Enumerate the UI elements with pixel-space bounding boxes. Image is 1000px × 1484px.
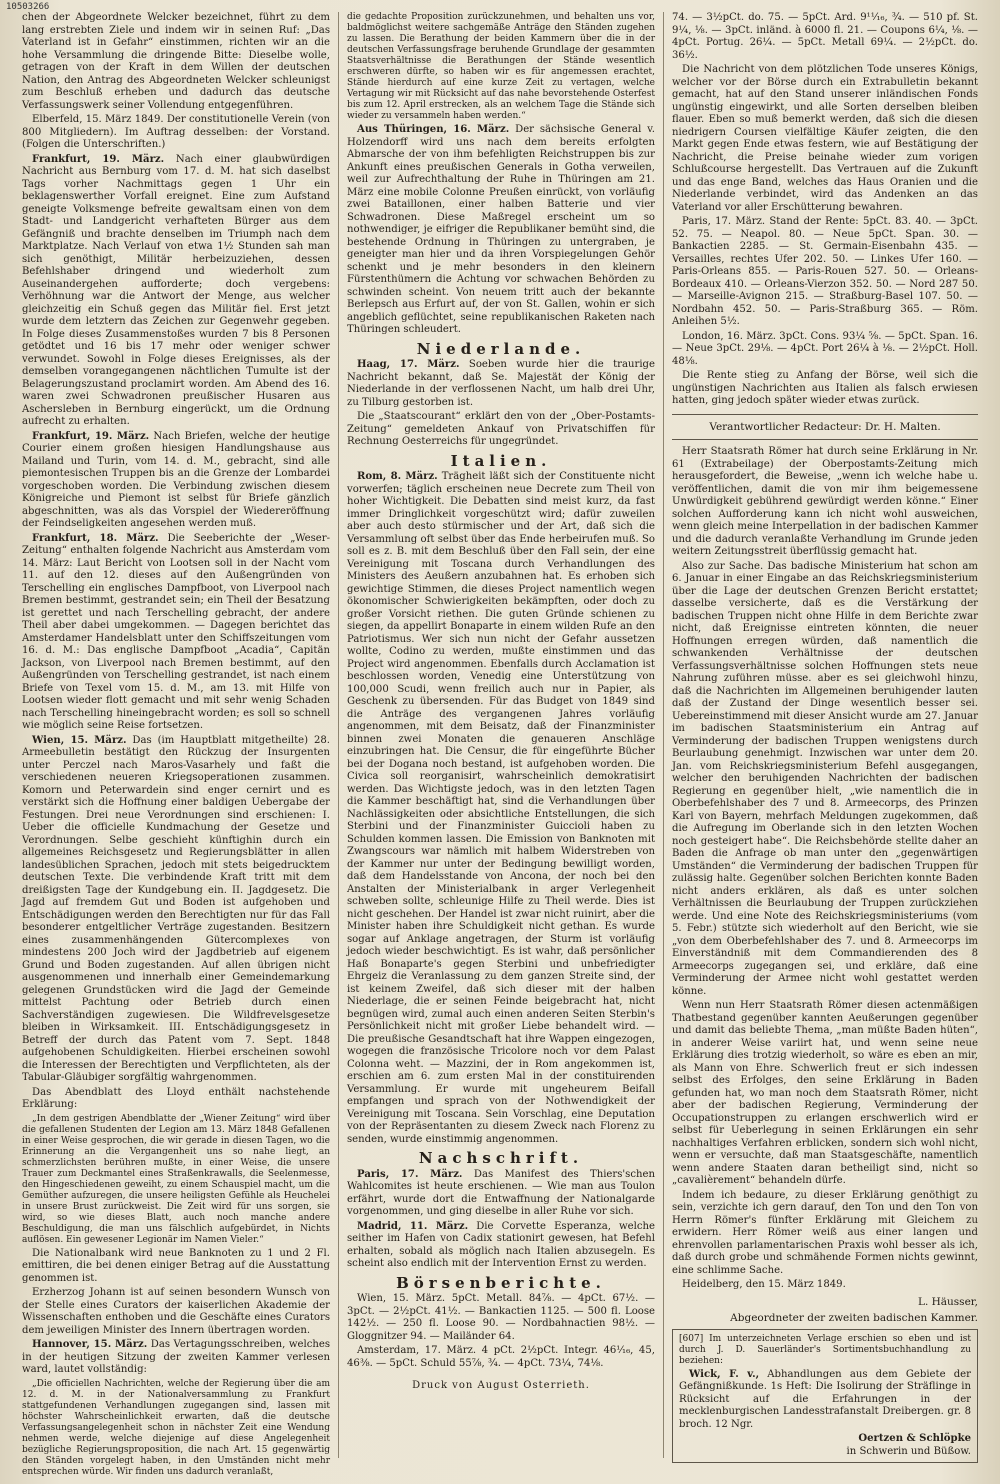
article-hannover [22, 1339, 330, 1377]
article-wien [22, 735, 330, 1085]
ad-number: [607] [679, 1333, 704, 1344]
ad-title: Abhandlungen aus dem Gebiete der Gefängnißkunde. 1s Heft: Die Isolirung der Sträflinge in Rücksicht auf die Erfahrungen in der mecklenburgischen Landesstrafanstalt Dreibergen. gr. 8 broch. 12 Ngr. [679, 1368, 971, 1430]
section-heading-boersenberichte: Börsenberichte. [396, 1273, 606, 1292]
article-text: Die Seeberichte der „Weser-Zeitung“ enthalten folgende Nachricht aus Amsterdam vom 14. März: Laut Bericht von Lootsen soll in der Nacht vom 11. auf den 12. dieses auf den Außengründen von Terschelling ein englisches Dampfboot, von Liverpool nach Bremen bestimmt, gestrandet sein; ein Theil der Besatzung ist gerettet und nach Terschelling gebracht, der andere Theil aber dabei umgekommen. — Dagegen berichtet das Amsterdamer Handelsblatt unter den Schiffszeitungen vom 16. d. M.: Das englische Dampfboot „Acadia“, Capitän Jackson, von Liverpool nach Bremen bestimmt, auf den Außengründen von Terschelling gestrandet, ist nach einem Briefe von Texel vom 15. d. M., am 13. mit Hilfe von Lootsen wieder flott gemacht und mit sehr wenig Schaden nach Terschelling hineingebracht worden; es soll so schnell wie möglich seine Reise fortsetzen. [22, 532, 330, 731]
bourse-report-london: London, 16. März. 3pCt. Cons. 93¼ ⅝. — 5pCt. Span. 16. — Neue 3pCt. 29⅛. — 4pCt. Port 26¼ à ⅛. — 2½pCt. Holl. 48⅛. [672, 330, 978, 367]
article-text: Die Corvette Esperanza, welche seither im Hafen von Cadix stationirt gewesen, hat Befehl erhalten, sobald als möglich nach Italien abzusegeln. Es scheint also endlich mit der Intervention Ernst zu werden. [347, 1220, 655, 1269]
dateline: Madrid, 11. März. [357, 1220, 469, 1232]
divider [672, 439, 978, 440]
ad-book [679, 1369, 971, 1432]
dateline: Hannover, 15. März. [32, 1339, 148, 1350]
article-text: Trägheit läßt sich der Constituente nicht vorwerfen; täglich erscheinen neue Decrete zum Theil von hoher Wichtigkeit. Die Debatten sind meist kurz, da fast immer Dringlichkeit vorgeschützt wird; dafür zuweilen aber auch desto stürmischer und der Art, daß sich die Versammlung oft selbst über das Ende herbeirufen muß. So soll es z. B. mit dem Beschluß über den Fall sein, der eine Vereinigung mit Toscana durch Verhandlungen des Ministers des Aeußern anzubahnen hat. Es erhoben sich gewichtige Stimmen, die dieses Project namentlich wegen ökonomischer Schwierigkeiten bekämpften, oder doch zu großer Vorsicht riethen. Die guten Gründe schienen zu siegen, da appellirt Bonaparte in einem wilden Rufe an den Patriotismus. Wer sich nun nicht der Gefahr aussetzen wollte, Codino zu werden, mußte einstimmen und das Project wird angenommen. Ebenfalls durch Acclamation ist beschlossen worden, Venedig eine Unterstützung von 100,000 Scudi, wenn freilich auch nur in Papier, als Geschenk zu übersenden. Für das Budget von 1849 sind die Anträge des vergangenen Jahres vorläufig angenommen, mit dem Beisatz, daß der Finanzminister binnen zwei Monaten die genaueren Anschläge einzubringen hat. Die Censur, die für eingeführte Bücher bei der Dogana noch bestand, ist aufgehoben worden. Die Civica soll reorganisirt, wahrscheinlich demokratisirt werden. Das Wichtigste jedoch, was in den letzten Tagen die Kammer beschäftigt hat, sind die Verhandlungen über Nachlässigkeiten oder absichtliche Entstellungen, die sich Sterbini und der Finanzminister Guiccioli haben zu Schulden kommen lassen. Die Emission von Banknoten mit Zwangscours war nämlich mit halbem Widerstreben von der Kammer nur unter der Bedingung bewilligt worden, daß dem Handelsstande von Ancona, der noch bei den Anstalten der Ministerialbank in arger Verlegenheit schweben sollte, schleunige Hilfe zu Theil werde. Dies ist nicht geschehen. Der Handel ist zwar nicht ruinirt, aber die Minister haben ihre Schuldigkeit nicht gethan. Es wurde sogar auf Anklage angetragen, der Sturm ist vorläufig jedoch wieder beschwichtigt. Es ist wahr, daß persönlicher Haß Bonaparte's gegen Sterbini und unbefriedigter Ehrgeiz die Veranlassung zu dem ganzen Streite sind, der ist keinem Zweifel, daß sich dieser mit der halben Niederlage, die er seinen Feinde beigebracht hat, nicht begnügen wird, zumal auch einen anderen Seiten Sterbin's Persönlichkeit nicht mit großer Liebe behandelt wird. — Die preußische Gesandtschaft hat ihre Wappen eingezogen, wogegen die französische Tricolore noch vor dem Palast Colonna weht. — Mazzini, der in Rom angekommen ist, erschien am 6. zum ersten Mal in der constituirenden Versammlung. Er wurde mit ungeheurem Beifall empfangen und sprach von der Nothwendigkeit der Vereinigung mit Toscana. Sein Vorschlag, eine Deputation von der Repräsentanten zu diesem Zweck nach Florenz zu senden, wurde einstimmig angenommen. [347, 471, 655, 1145]
article-text: Das Abendblatt des Lloyd enthält nachstehende Erklärung: [22, 1086, 330, 1110]
bourse-report-wien: Wien, 15. März. 5pCt. Metall. 84⅞. — 4pCt. 67½. — 3pCt. — 2½pCt. 41½. — Bankactien 1125. — 500 fl. Loose 142½. — 250 fl. Loose 90. — Nordbahnactien 98½. — Gloggnitzer 94. — Mailänder 64. [347, 1293, 655, 1342]
article-frankfurt-2 [22, 431, 330, 531]
column-3 [664, 12, 986, 1458]
dateline: Haag, 17. März. [357, 359, 460, 370]
ad-publisher: Oertzen & Schlöpke [858, 1433, 971, 1444]
article-text: Das (im Hauptblatt mitgetheilte) 28. Armeebulletin bestätigt den Rückzug der Insurgenten unter Perczel nach Maros-Vasarhely und faßt die verschiedenen neueren Kriegsoperationen zusammen. Komorn und Peterwardein sind enger cernirt und es verstärkt sich die Hoffnung einer baldigen Uebergabe der Festungen. Drei neue Verordnungen sind erschienen: I. Ueber die officielle Kundmachung der Gesetze und Verordnungen. Selbe geschieht künftighin durch ein allgemeines Reichsgesetz und Regierungsblätter in allen landesüblichen Sprachen, jedoch mit stets beigedrucktem deutschen Texte. Die verbindende Kraft tritt mit dem dreißigsten Tage der Kundgebung ein. II. Jagdgesetz. Die Jagd auf fremdem Gut und Boden ist aufgehoben und Entschädigungen werden den Berechtigten nur für das Fall besonderer entgeltlicher Verträge zugestanden. Besitzern eines zusammenhängenden Gütercomplexes von mindestens 200 Joch wird der Jagdbetrieb auf eigenem Grund und Boden zugestanden. Auf allen übrigen nicht ausgenommenen und innerhalb einer Gemeindemarkung gelegenen Grundstücken wird die Jagd der Gemeinde mittelst Pachtung oder Betrieb durch einen Sachverständigen zugewiesen. Die Wildfrevelsgesetze bleiben in Wirksamkeit. III. Entschädigungsgesetz in Betreff der durch das Patent vom 7. Sept. 1848 aufgehobenen Schuldigkeiten. Hierbei erscheinen sowohl die Interessen der Berechtigten und Verpflichteten, als der Tabular-Gläubiger sorgfältig wahrgenommen. [22, 734, 330, 1083]
article-text: Der sächsische General v. Holzendorff wird uns nach dem bereits erfolgten Abmarsche der von ihm befehligten Reichstruppen bis zur Ankunft eines preußischen Generals in Gotha verweilen, weil zur Aufrechthaltung der Ruhe in Thüringen am 21. März eine mobile Colonne Preußen einrückt, von vorläufig zwei Bataillonen, einer halben Batterie und vier Schwadronen. Diese Maßregel erscheint um so nothwendiger, je eifriger die Republikaner bemüht sind, die bestehende Ordnung in Thüringen zu untergraben, je geneigter man hier und da ihren Vorspiegelungen Gehör schenkt und je mehr besonders in den kleinern Fürstenthümern die Achtung vor schwachen Behörden zu schwinden scheint. Von neuem tritt auch der bekannte Berlepsch aus Erfurt auf, der von St. Gallen, wohin er sich angeblich geflüchtet, seine republikanischen Raketen nach Thüringen schleudert. [347, 124, 655, 335]
article-text: Die „Staatscourant“ erklärt den von der „Ober-Postamts-Zeitung“ gemeldeten Ankauf von Privatschiffen für Rechnung Oesterreichs für ungegründet. [347, 411, 655, 447]
dateline: Aus Thüringen, 16. März. [357, 124, 510, 135]
article-frankfurt-3 [22, 533, 330, 733]
article-text: Das Vertagungsschreiben, welches in der heutigen Sitzung der zweiten Kammer verlesen ward, lautet vollständig: [22, 1339, 330, 1375]
article-text: Indem ich bedaure, zu dieser Erklärung genöthigt zu sein, verzichte ich gern darauf, den Ton und den Ton von Herrn Römer's fünfter Erklärung mit Gleichem zu erwidern. Herr Römer weiß aus einer langen und ehrenvollen parlamentarischen Praxis wohl besser als ich, daß durch grobe und schmähende Formen nichts gewinnt, eine schlimme Sache. [672, 1189, 978, 1276]
printer-imprint: Druck von August Osterrieth. [412, 1380, 590, 1391]
article-text: Nach einer glaubwürdigen Nachricht aus Bernburg vom 17. d. M. hat sich daselbst Tags vorher Nachmittags gegen 1 Uhr ein beklagenswerther Vorfall ereignet. Eine zum Aufstand geneigte Volksmenge befreite gewaltsam einen von dem Stadt- und Landgericht verhafteten Bürger aus dem Gefängniß und brachte denselben im Triumph nach dem Marktplatze. Nach Verlauf von etwa 1½ Stunden sah man sich genöthigt, Militär herbeizuziehen, dessen Befehlshaber dringend und wiederholt zum Auseinandergehen aufforderte; doch vergebens: Verhöhnung war die Antwort der Menge, aus welcher gleichzeitig ein Schuß gegen das Militär fiel. Erst jetzt wurde dem letztern das Zeichen zur Gegenwehr gegeben. In Folge dieses Zusammenstoßes wurden 7 bis 8 Personen getödtet und 16 bis 17 mehr oder weniger schwer verwundet. Sowohl in Folge dieses Ereignisses, als der demselben vorangegangenen nächtlichen Tumulte ist der Belagerungszustand proclamirt worden. Am Abend des 16. waren zwei Schwadronen preußischer Husaren aus Aschersleben in Bernburg eingerückt, um die Ordnung aufrecht zu erhalten. [22, 153, 330, 427]
article-text: Erzherzog Johann ist auf seinen besondern Wunsch von der Stelle eines Curators der kaiserlichen Akademie der Wissenschaften enthoben und die Geschäfte eines Curators dem jeweiligen Minister des Innern übertragen worden. [22, 1287, 330, 1336]
column-2 [338, 12, 664, 1458]
article-text: Also zur Sache. Das badische Ministerium hat schon am 6. Januar in einer Eingabe an das Reichskriegsministerium über die Lage der deutschen Grenzen Bericht erstattet; dasselbe versicherte, daß es die Verstärkung der badischen Truppen nicht ohne Hilfe in dem Berichte zwar nicht, daß Ereignisse eintreten könnten, die neuer Hoffnungen erregen würden, daß namentlich die schwankenden Verhältnisse der deutschen Verfassungsverhältnisse solchen Hoffnungen stets neue Nahrung zuführen müsse. aber es sei gleichwohl hinzu, daß die Nachrichten im Allgemeinen beruhigender lauten daß der Zustand der Dinge wesentlich besser sei. Uebereinstimmend mit dieser Ansicht wurde am 27. Januar im badischen Staatsministerium ein Antrag auf Verminderung der badischen Truppen wenigstens durch Beurlaubung genehmigt. Inzwischen war unter dem 20. Jan. vom Reichskriegsministerium Befehl ausgegangen, welcher den beruhigenden Nachrichten der badischen Regierung en gegenüber hielt, „wie namentlich die in Oberbefehlshaber des 7 und 8. Armeecorps, des Prinzen Karl von Bayern, mehrfach Meldungen zugekommen, daß die Aufregung im Oberlande sich in den letzten Wochen noch gesteigert habe“. Die Reichsbehörde stellte daher an Baden die Anfrage ob man unter den „gegenwärtigen Umständen“ die Verminderung der badischen Truppen für zulässig halte. Gegenüber solchen Berichten konnte Baden nicht anders erklären, als daß es unter solchen Verhältnissen die Beurlaubung der Truppen zurückziehen werde. Und eine Note des Reichskriegsministeriums (vom 5. Febr.) stützte sich wiederholt auf den Bericht, wie sie „von dem Oberbefehlshaber des 7. und 8. Armeecorps im Einverständniß mit dem Commandierenden des 8 Armeecorps zugegangen sei, und erkläre, daß eine Verminderung der Armee nicht wohl gestattet werden könne. [672, 560, 978, 997]
columns [14, 12, 986, 1477]
signature-title: Abgeordneter der zweiten badischen Kammer. [730, 1312, 978, 1324]
article-madrid [347, 1221, 655, 1271]
section-heading-italien: Italien. [450, 451, 552, 470]
bourse-report-paris: Paris, 17. März. Stand der Rente: 5pCt. 83. 40. — 3pCt. 52. 75. — Neapol. 80. — Neue 5pCt. Span. 30. — Bankactien 2285. — St. Germain-Eisenbahn 435. — Versailles, rechtes Ufer 202. 50. — Linkes Ufer 160. — Paris-Orleans 855. — Paris-Rouen 527. 50. — Orleans-Bordeaux 410. — Orleans-Vierzon 352. 50. — Nord 287 50. — Marseille-Avignon 215. — Straßburg-Basel 107. 50. — Nordbahn 452. 50. — Paris-Straßburg 365. — Röm. Anleihen 5½. [672, 216, 978, 327]
article-frankfurt-1 [22, 154, 330, 429]
ad-place: in Schwerin und Büßow. [846, 1445, 971, 1457]
dateline: Wien, 15. März. [32, 734, 127, 746]
dateline: Rom, 8. März. [357, 471, 438, 482]
section-heading-niederlande: Niederlande. [416, 339, 586, 358]
bourse-report-amsterdam: Amsterdam, 17. März. 4 pCt. 2½pCt. Integr. 46¹⁄₁₆, 45, 46⅜. — 5pCt. Schuld 55⅞, ¾. — 4pCt. 73¼, 74⅛. [347, 1345, 655, 1369]
signature: L. Häusser, [917, 1295, 978, 1308]
dateline: Paris, 17. März. [357, 1168, 463, 1180]
article-text: Wenn nun Herr Staatsrath Römer diesen actenmäßigen Thatbestand gegenüber kannten Aeußerungen gegenüber und damit das beliebte Thema, „man müßte Baden hüten“, in anderer Weise variirt hat, und wenn seine neue Erklärung dies trotzig wiederholt, so wäre es eben an mir, als Mann von Ehre. Schwerlich freut er sich indessen selbst des Erfolges, den seine Erklärung in Baden gefunden hat, wo man noch dem Staatsrath Römer, nicht aber der badischen Regierung, Verminderung der Occupationstruppen zu erlangen erschwerlich wird er selbst für Ueberlegung in seinen Erklärungen ein sehr nachhaltiges Verfahren erblicken, sondern sich wohl nicht, wenn er versuchte, daß man Staatsgeschäfte, namentlich wenn andere Staaten daran betheiligt sind, nicht so „cavalièrement“ behandeln dürfe. [672, 1000, 978, 1186]
ad-text: Im unterzeichneten Verlage erschien so eben und ist durch J. D. Sauerländer's Sortimentsbuchhandlung zu beziehen: [679, 1333, 971, 1366]
article-haag [347, 359, 655, 409]
article-text: Die Rente stieg zu Anfang der Börse, weil sich die ungünstigen Nachrichten aus Italien als falsch erwiesen hatten, ging jedoch später wieder etwas zurück. [672, 370, 978, 406]
ad-intro [679, 1334, 971, 1367]
dateline: Frankfurt, 19. März. [32, 430, 150, 442]
article-text: Elberfeld, 15. März 1849. Der constitutionelle Verein (von 800 Mitgliedern). Im Auftrag desselben: der Vorstand. (Folgen die Unterschriften.) [22, 114, 330, 150]
article-text: Die Nachricht von dem plötzlichen Tode unseres Königs, welcher vor der Börse durch ein Extrabulletin bekannt gemacht, hat auf den Stand unserer inländischen Fonds ungünstig eingewirkt, und alle Sorten derselben bleiben flauer. Eben so muß bemerkt werden, daß sich die diesen niedrigern Coursen vielfältige Käufer zeigten, die den Markt gegen Ende etwas festern, wie auf Bestätigung der Nachricht, die Preise beinahe wieder zum vorigen Schlußcourse hergestellt. Das Vertrauen auf die Zukunft und das enge Band, welches das Haus Oranien und die Niederlande verbindet, wird das Andenken an das Vaterland vor aller Erschütterung bewahren. [672, 64, 978, 213]
article-rom [347, 471, 655, 1146]
quoted-declaration: „In dem gestrigen Abendblatte der „Wiener Zeitung“ wird über die gefallenen Studenten der Legion am 13. März 1848 Gefallenen in einer Weise gesprochen, die wir gerade in diesen Tagen, wo die Erinnerung an die Vergangenheit uns so nahe liegt, an schmerzlichsten berühren mußte, in einer Weise, die unsere Trauer zum Deckmantel eines Straßenkrawalls, die Seelenmesse, den Hingeschiedenen geweiht, zu einem Schauspiel macht, um die Gemüther aufzuregen, die unsere heiligsten Gefühle als Heuchelei in unsere Brust zurückweist. Die Zeit wird für uns sorgen, sie wird, so wie dieses Blatt, auch noch manche andere Beschuldigung, die man uns fälschlich aufgebürdet, in Nichts auflösen. Ein gewesener Legionär im Namen Vieler.“ [22, 1113, 330, 1245]
ad-author: Wick, F. v., [689, 1368, 760, 1380]
responsible-editor: Verantwortlicher Redacteur: Dr. H. Malten. [709, 420, 941, 433]
article-thueringen [347, 124, 655, 337]
article-text: Nach Briefen, welche der heutige Courier einem großen hiesigen Handlungshause aus Mailand und Turin, vom 14. d. M., gebracht, sind alle piemontesischen Truppen bis an die Grenze der Lombardei vorgeschoben worden. Die Verbindung zwischen diesem Königreiche und Piemont ist selbst für Briefe gänzlich abgeschnitten, was als das Vorspiel der Wiedereröffnung der Feindseligkeiten angesehen werden muß. [22, 430, 330, 529]
article-text: chen der Abgeordnete Welcker bezeichnet, führt zu dem lang erstrebten Ziele und indem wir in seinen Ruf: „Das Vaterland ist in Gefahr“ einstimmen, richten wir an die hohe Versammlung die dringende Bitte: Dieselbe wolle, getragen von der Kraft in dem Willen der deutschen Nation, den Antrag des Abgeordneten Welcker schleunigst zum Beschluß erheben und dadurch das deutsche Verfassungswerk seiner Vollendung entgegenführen. [22, 12, 330, 111]
article-text: Herr Staatsrath Römer hat durch seine Erklärung in Nr. 61 (Extrabeilage) der Oberpostamts-Zeitung mich herausgefordert, die Beweise, „wenn ich welche habe u. veröffentlichen, damit die von mir ihm beigemessene Unwürdigkeit gebührend gewürdigt werden könne.“ Einer solchen Aufforderung kann ich nicht wohl ausweichen, wenn gleich meine Interpellation in der badischen Kammer und die dadurch veranlaßte Verhandlung im Grunde jeden weitern Zeitungsstreit überflüssig gemacht hat. [672, 446, 978, 557]
article-text: Soeben wurde hier die traurige Nachricht bekannt, daß Se. Majestät der König der Niederlande in der verflossenen Nacht, um halb drei Uhr, zu Tilburg gestorben ist. [347, 359, 655, 408]
page-number: 10503266 [6, 2, 50, 12]
article-text: Die Nationalbank wird neue Banknoten zu 1 und 2 Fl. emittiren, die bei denen einiger Betrag auf die Ausstattung genommen ist. [22, 1247, 330, 1284]
dateline: Frankfurt, 18. März. [32, 532, 159, 544]
quoted-declaration: „Die officiellen Nachrichten, welche der Regierung über die am 12. d. M. in der Nationalversammlung zu Frankfurt stattgefundenen Verhandlungen zugegangen sind, lassen mit höchster Wahrscheinlichkeit erwarten, daß die deutsche Verfassungsangelegenheit schon in nächster Zeit eine Wendung nehmen werde, welche diejenige auf diese Angelegenheit bezügliche Regierungsproposition, die nach Art. 15 gegenwärtig den Ständen vorgelegt haben, in den Umständen nicht mehr entsprechen würde. Wir finden uns dadurch veranlaßt, [22, 1378, 330, 1477]
advertisement [672, 1329, 978, 1464]
dateline: Heidelberg, den 15. März 1849. [682, 1279, 846, 1290]
bourse-report-amsterdam-cont: 74. — 3½pCt. do. 75. — 5pCt. Ard. 9¹¹⁄₁₆, ¾. — 510 pf. St. 9¼, ⅛. — 3pCt. inländ. à 6000 fl. 21. — Coupons 6¼, ⅛. — 4pCt. Portug. 26¼. — 5pCt. Metall 69¼. — 2½pCt. do. 36½. [672, 12, 978, 61]
column-1 [14, 12, 338, 1477]
quoted-declaration: die gedachte Proposition zurückzunehmen, und behalten uns vor, baldmöglichst weitere sachgemäße Anträge den Ständen zugehen zu lassen. Die Berathung der beiden Kammern über die in der deutschen Verfassungsfrage beruhende Grundlage der gesammten Staatsverhältnisse die Berathungen der Stände wesentlich erschweren dürfte, so haben wir es für angemessen erachtet, Stände hierdurch auf eine kurze Zeit zu vertagen, welche Vertagung wir mit Rücksicht auf das nahe bevorstehende Osterfest bis zum 12. April erstrecken, als an welchem Tage die Stände sich wieder zu versammeln haben werden.“ [347, 12, 655, 121]
section-heading-nachschrift: Nachschrift. [418, 1149, 584, 1167]
article-paris [347, 1169, 655, 1219]
article-text: Das Manifest des Thiers'schen Wahlcomites ist heute erschienen. — Wie man aus Toulon erfährt, wurde dort die Entwaffnung der Nationalgarde vorgenommen, und ging dieselbe in aller Ruhe vor sich. [347, 1168, 655, 1217]
dateline: Frankfurt, 19. März. [32, 153, 165, 165]
divider [672, 414, 978, 415]
